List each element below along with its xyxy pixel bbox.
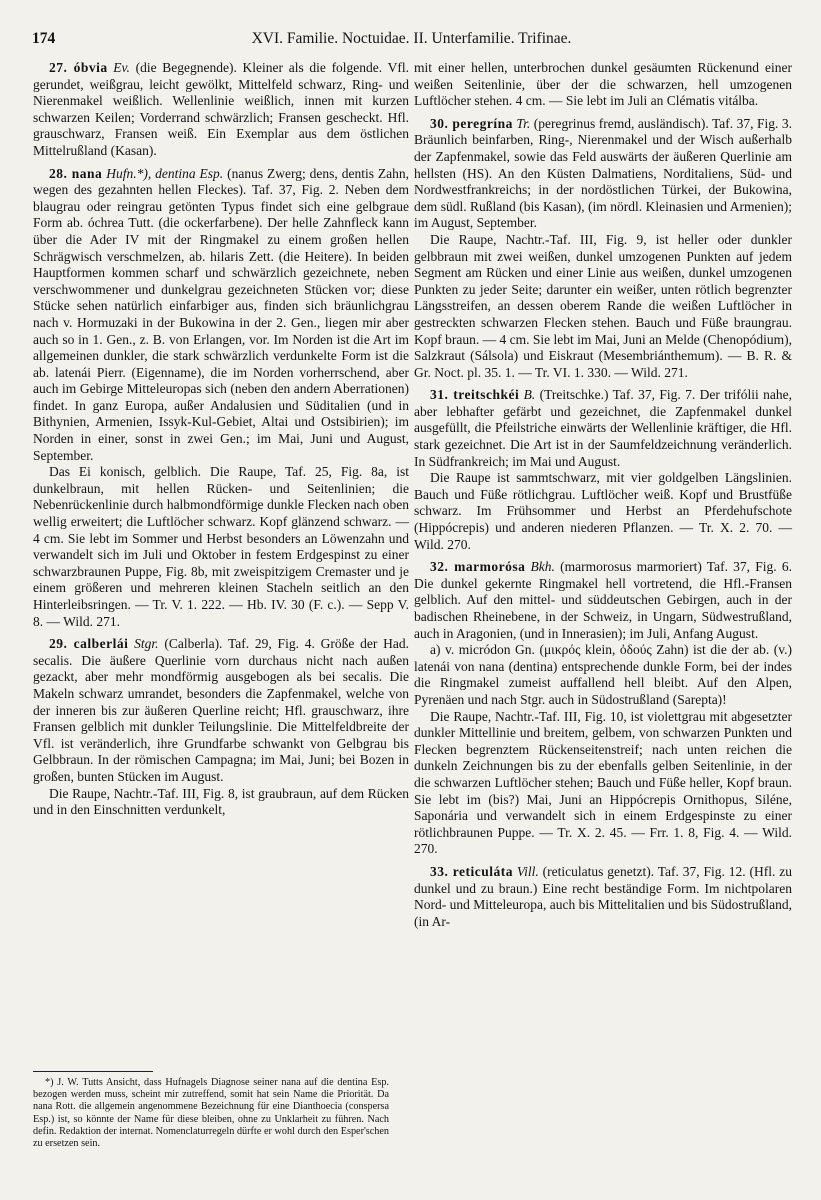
running-header <box>32 30 791 54</box>
paragraph: Die Raupe, Nachtr.-Taf. III, Fig. 9, ist heller oder dunkler gelbbraun mit zwei weißen, dunkel umzogenen Punkten auf jedem Segment am Rücken und einer Linie aus weißen, dunkel umzogenen Punkten zu jeder Seite; darunter ein weißer, unten rötlich begrenzter Längsstreifen, an dessen oberem Rande die weißen Luftlöcher in gestreckten schwarzen Flecken stehen. Bauch und Füße braungrau. Kopf braun. — 4 cm. Sie lebt im Mai, Juni an Melde (Chenopódium), Salzkraut (Sálsola) und Eiskraut (Mesembriánthemum). — B. R. & Gr. Noct. pl. 35. 1. — Tr. VI. 1. 330. — Wild. 271. <box>414 231 792 380</box>
species-text: (Calberla). Taf. 29, Fig. 4. Größe der Had. secalis. Die äußere Querlinie vorn durchaus nicht nach außen gezackt, aber mehr mondförmig ausgebogen als bei secalis. Die Makeln schwarz umrandet, besonders die Zapfenmakel, welche von der inneren bis zur äußeren Querline reicht; Hfl. grauschwarz, ihre Fransen gelblich mit dunkler Teilungslinie. Die Mittelfeldbreite der Vfl. ist veränderlich, ihre Grundfarbe schwankt von Gelbgrau bis Gelbbraun. In der römischen Campagna; im Mai, Juni; bei Bozen in großen, bunten Stücken im August. <box>33 636 409 784</box>
species-entry <box>414 116 792 232</box>
paragraph: mit einer hellen, unterbrochen dunkel gesäumten Rückenund einer weißen Seitenlinie, über der die schwarzen, hell umzogenen Luftlöcher stehen. 4 cm. — Sie lebt im Juli an Clématis vitálba. <box>414 60 792 109</box>
species-entry <box>33 636 409 785</box>
paragraph: Die Raupe, Nachtr.-Taf. III, Fig. 10, ist violettgrau mit abgesetzter dunkler Mittellinie und breitem, gelbem, von schwarzen Punkten und Flecken begrenztem Rückenseitenstreif; nach unten reichen die dunkeln Zeichnungen bis zu der ebenfalls gelben Seitenlinie, in der die schwarzen Luftlöcher stehen; Bauch und Füße heller, Kopf braun. Sie lebt im (bis?) Mai, Juni an Hippócrepis Ornithopus, Siléne, Saponária und verwandelt sich in einem Erdgespinste zu einer rötlichbraunen Puppe. — Tr. X. 2. 45. — Frr. 1. 8, Fig. 4. — Wild. 270. <box>414 708 792 857</box>
species-name: 32. marmorósa <box>430 559 526 575</box>
species-text: (Treitschke.) Taf. 37, Fig. 7. Der trifólii nahe, aber lebhafter gefärbt und gezeichnet, die Zapfenmakel dunkel ausgefüllt, die Pfeilstriche einwärts der Wellenlinie kräftiger, die Hfl. stark gezeichnet. Die Art ist in der Saumfeldzeichnung veränderlich. In Südfrankreich; im Mai und August. <box>414 387 793 469</box>
species-entry <box>414 864 792 930</box>
species-text: (reticulatus genetzt). Taf. 37, Fig. 12. (Hfl. zu dunkel und zu braun.) Eine recht beständige Form. Im nichtpolaren Nord- und Mitteleuropa, auch bis Mittelitalien und bis Südostrußland, (in Ar- <box>414 863 793 929</box>
species-author: Tr. <box>516 115 531 131</box>
species-author: Bkh. <box>530 559 555 575</box>
species-author: B. <box>523 387 536 403</box>
footnote-rule <box>33 1071 153 1072</box>
species-entry <box>33 166 409 465</box>
species-author: Hufn.*), dentina Esp. <box>106 165 224 181</box>
species-text: (marmorosus marmoriert) Taf. 37, Fig. 6. Die dunkel gekernte Ringmakel hell vortretend, die Hfl.-Fransen gelblich. Auf den mittel- und süddeutschen Gebirgen, auch in der badischen Rheinebene, in der Schweiz, in Ungarn, Südwestrußland, auch in Aragonien, (und in Innerasien); im Juli, Anfang August. <box>414 559 792 641</box>
species-name: 33. reticuláta <box>430 863 513 879</box>
species-text: (die Begegnende). Kleiner als die folgende. Vfl. gerundet, weißgrau, leicht gewölkt, Mittelfeld schwarz, Ring- und Nierenmakel weißlich. Wellenlinie weißlich, innen mit kurzen schwarzen Keilen; Vorderrand schwärzlich; Fransen gescheckt. Hfl. grauschwarz, Fransen weiß. Ein Exemplar aus dem östlichen Mittelrußland (Kasan). <box>33 60 409 158</box>
left-column <box>33 60 409 819</box>
species-author: Ev. <box>113 60 130 75</box>
footnote <box>33 1077 389 1150</box>
species-name: 28. nana <box>49 165 103 181</box>
species-entry <box>414 387 792 470</box>
species-name: 27. óbvia <box>49 60 108 75</box>
species-name: 31. treitschkéi <box>430 387 520 403</box>
paragraph: Die Raupe ist sammtschwarz, mit vier goldgelben Längslinien. Bauch und Füße rötlichgrau. Luftlöcher weiß. Kopf und Brustfüße schwarz. Im Frühsommer und Herbst an Pferdehufschote (Hippócrepis) und anderen niederen Pflanzen. — Tr. X. 2. 70. — Wild. 270. <box>414 470 792 552</box>
species-entry <box>33 60 409 160</box>
species-text: (nanus Zwerg; dens, dentis Zahn, wegen des gezahnten hellen Fleckes). Taf. 37, Fig. 2. Neben dem blaugrau oder reingrau getönten Typus findet sich eine gelbgraue Form ab. óchrea Tutt. (die ockerfarbene). Der helle Zahnfleck kann über die Ader IV mit der Ringmakel zu einem großen hellen Schrägwisch verschmelzen, ab. hilaris Zett. (die Heitere). In beiden Hauptformen kommen scharf und schwärzlich gezeichnete, neben verschwommener und dunkelgrau gezeichneten Stücken vor; diese Stücke sehen natürlich einfarbiger aus, finden sich bräunlichgrau nach v. Hormuzaki in der Bukowina in der 2. Gen., liegen mir aber auch so in 1. Gen., z. B. von Erlangen, vor. Im Norden ist die Art im allgemeinen dunkler, die stark schwärzlich verdunkelte Form ist die ab. latenái Pierr. (Eigenname), die im Norden vorherrschend, aber auch im Gebirge Mitteleuropas sich (neben den andern Aberrationen) findet. In ganz Europa, außer Andalusien und Süditalien (und in Bithynien, Armenien, Issyk-Kul-Gebiet, Altai und Ostsibirien); im Norden in einer, sonst in zwei Gen.; im Mai, Juni und August, September. <box>33 165 409 463</box>
species-name: 30. peregrína <box>430 115 513 131</box>
species-author: Stgr. <box>134 636 159 652</box>
running-title: XVI. Familie. Noctuidae. II. Unterfamilie. Trifinae. <box>251 30 572 47</box>
paragraph: a) v. micródon Gn. (μικρός klein, ὀδούς Zahn) ist die der ab. (v.) latenái von nana (dentina) entsprechende dunkle Form, bei der indes die Ringmakel zumeist auffallend hell bleibt. Auf den Alpen, Pyrenäen und nach Stgr. auch in Südostrußland (Sarepta)! <box>414 642 792 707</box>
right-column <box>414 60 792 930</box>
paragraph: Das Ei konisch, gelblich. Die Raupe, Taf. 25, Fig. 8a, ist dunkelbraun, mit hellen Rücken- und Seitenlinien; die Nebenrückenlinie durch halbmondförmige dunkle Flecken nach oben wellig erweitert; die Luftlöcher schwarz. Kopf glänzend schwarz. — 4 cm. Sie lebt im Sommer und Herbst besonders an Löwenzahn und verwandelt sich im Juli und Oktober in festem Erdgespinst zu einer schwarzbraunen Puppe, Fig. 8b, mit zweispitzigem Cremaster und je einem größeren und mehreren kleinen Stacheln seitlich an den Hinterleibsringen. — Tr. V. 1. 222. — Hb. IV. 30 (F. c.). — Sepp V. 8. — Wild. 271. <box>33 464 409 629</box>
species-text: (peregrinus fremd, ausländisch). Taf. 37, Fig. 3. Bräunlich beinfarben, Ring-, Nierenmakel und der Wisch außerhalb der Zapfenmakel, sowie das Feld auswärts der äußeren Querlinie am hellsten (HS). An den Küsten Dalmatiens, Norditaliens, Süd- und Nordwestfrankreichs; in der nordöstlichen Türkei, der Bukowina, dem südl. Rußland (bis Kasan), (im nördl. Kleinasien und Armenien); im August, September. <box>414 115 793 231</box>
species-entry <box>414 559 792 642</box>
paragraph: Die Raupe, Nachtr.-Taf. III, Fig. 8, ist graubraun, auf dem Rücken und in den Einschnitten verdunkelt, <box>33 785 409 818</box>
species-name: 29. calberlái <box>49 636 129 652</box>
page-number: 174 <box>32 30 56 47</box>
footnote-text: *) J. W. Tutts Ansicht, dass Hufnagels Diagnose seiner nana auf die dentina Esp. bezogen werden muss, scheint mir zutreffend, somit hat sein Name die Priorität. Da nana Rott. die allgemein angenommene Bezeichnung für eine Dianthoecia (conspersa Esp.) ist, so könnte der Name für diese bleiben, ohne zu Unklarheit zu führen. Nach defin. Redaktion der internat. Nomenclaturregeln dürfte er wohl durch den Esper'schen zu ersetzen sein. <box>33 1077 389 1150</box>
species-author: Vill. <box>516 863 539 879</box>
